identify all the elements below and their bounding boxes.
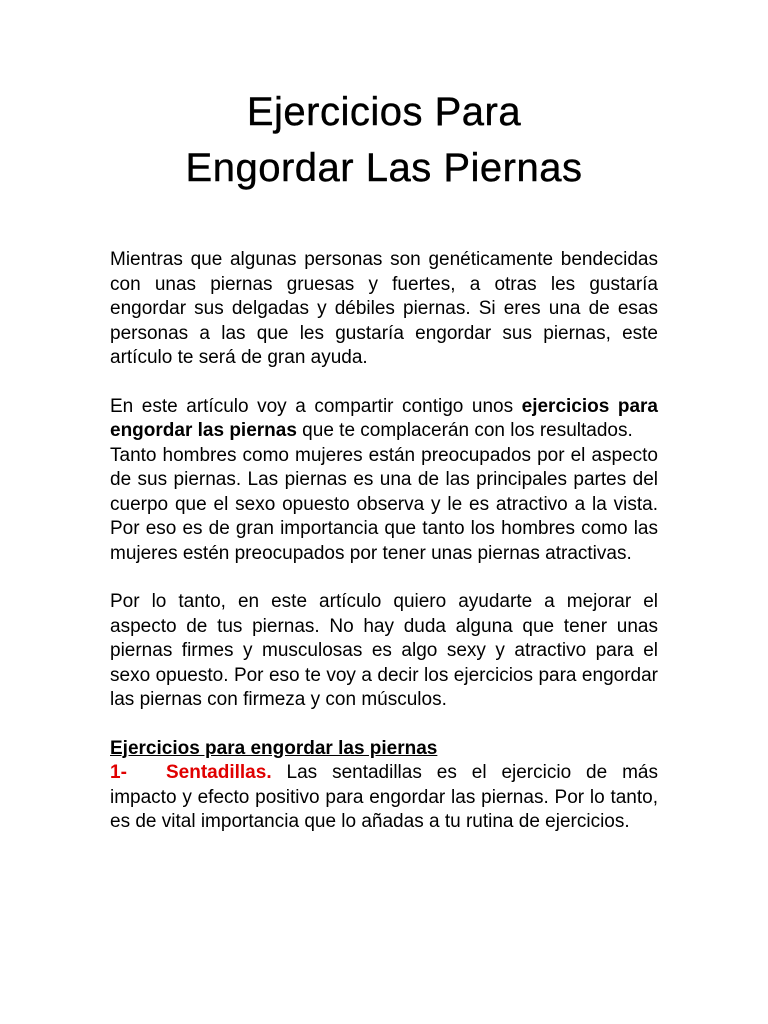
intro-paragraph: Mientras que algunas personas son genéticamente bendecidas con unas piernas gruesas y fuertes, a otras les gustaría engordar sus delgadas y débiles piernas. Si eres una de esas personas a las que les gustaría engordar sus piernas, este artículo te será de gran ayuda. <box>110 249 658 368</box>
title-line-1: Ejercicios Para <box>246 90 522 134</box>
article-purpose-paragraph <box>110 395 658 444</box>
exercise-title: Sentadillas. <box>166 762 272 783</box>
purpose-text-before: En este artículo voy a compartir contigo unos <box>110 395 522 417</box>
document-page <box>110 84 658 835</box>
title-line-2: Engordar Las Piernas <box>185 146 583 190</box>
concern-paragraph: Tanto hombres como mujeres están preocupados por el aspecto de sus piernas. Las piernas es una de las principales partes del cuerpo que el sexo opuesto observa y le es atractivo a la vista. Por eso es de gran importancia que tanto los hombres como las mujeres estén preocupados por tener unas piernas atractivas. <box>110 444 658 564</box>
exercise-number: 1- <box>110 762 127 783</box>
purpose-text-after: que te complacerán con los resultados. <box>296 420 633 441</box>
document-title <box>110 84 658 196</box>
exercise-item <box>110 761 658 835</box>
exercise-description: Las sentadillas es el ejercicio de más impacto y efecto positivo para engordar las piernas. Por lo tanto, es de vital importancia que lo añadas a tu rutina de ejercicios. <box>110 762 658 832</box>
section-heading: Ejercicios para engordar las piernas <box>110 737 438 759</box>
purpose-bold-keyword: ejercicios para engordar las piernas <box>110 395 658 441</box>
help-paragraph: Por lo tanto, en este artículo quiero ayudarte a mejorar el aspecto de tus piernas. No hay duda alguna que tener unas piernas firmes y musculosas es algo sexy y atractivo para el sexo opuesto. Por eso te voy a decir los ejercicios para engordar las piernas con firmeza y con músculos. <box>110 591 658 710</box>
